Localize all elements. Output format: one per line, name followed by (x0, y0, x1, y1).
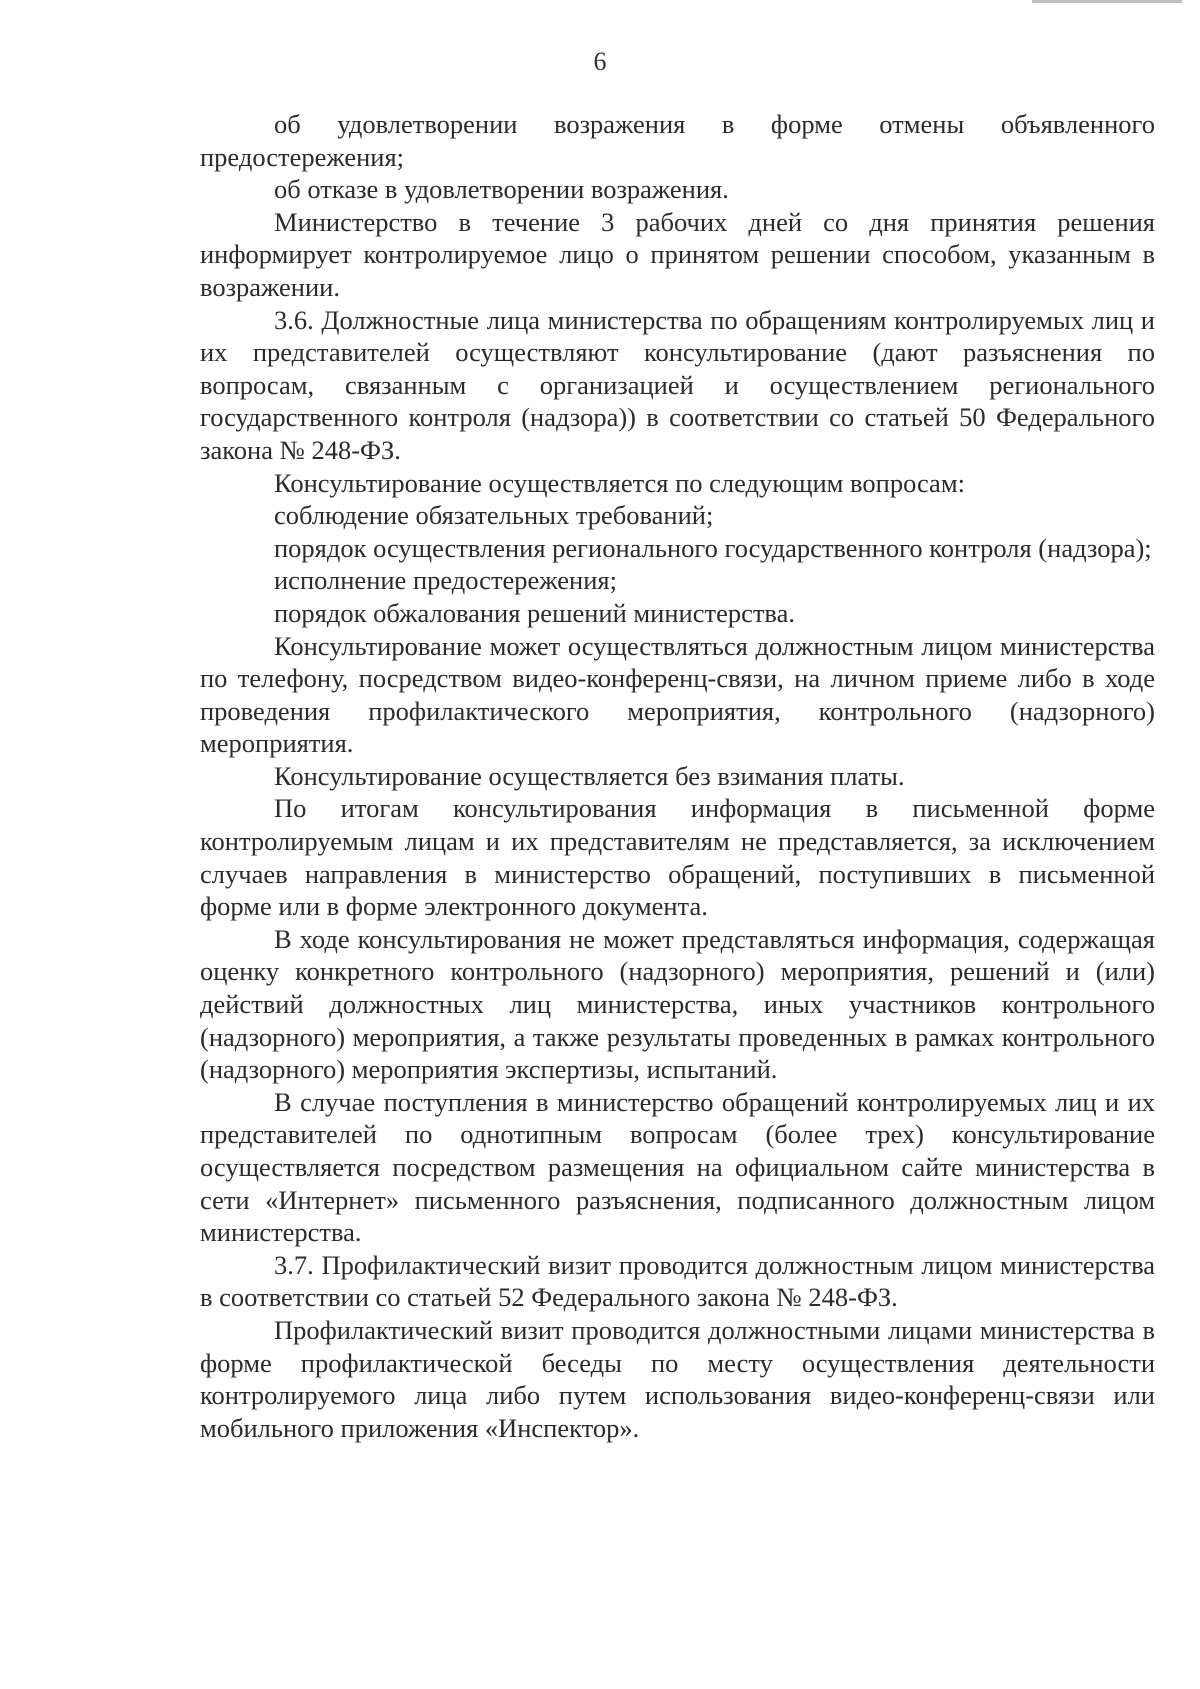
paragraph: 3.6. Должностные лица министерства по обращениям контролируемых лиц и их представителей осуществляют консультирование (дают разъяснения по вопросам, связанным с организацией и осуществлением регионального государственного контроля (надзора)) в соответствии со статьей 50 Федерального закона № 248-ФЗ. (200, 304, 1155, 465)
paragraph: об отказе в удовлетворении возражения. (274, 174, 729, 205)
paragraph: об удовлетворении возражения в форме отмены объявленного предостережения; (200, 109, 1155, 172)
document-body (200, 108, 1155, 1444)
paragraph: Консультирование осуществляется по следующим вопросам: (274, 467, 965, 498)
list-item: порядок осуществления регионального государственного контроля (надзора); (274, 532, 1152, 563)
paragraph: Профилактический визит проводится должностными лицами министерства в форме профилактической беседы по месту осуществления деятельности контролируемого лица либо путем использования видео-конференц-связи или мобильного приложения «Инспектор». (200, 1314, 1155, 1443)
list-item: исполнение предостережения; (274, 565, 617, 596)
paragraph: В случае поступления в министерство обращений контролируемых лиц и их представителей по однотипным вопросам (более трех) консультирование осуществляется посредством размещения на официальном сайте министерства в сети «Интернет» письменного разъяснения, подписанного должностным лицом министерства. (200, 1086, 1155, 1248)
paragraph: Министерство в течение 3 рабочих дней со дня принятия решения информирует контролируемое лицо о принятом решении способом, указанным в возражении. (200, 206, 1155, 302)
paragraph: 3.7. Профилактический визит проводится должностным лицом министерства в соответствии со статьей 52 Федерального закона № 248-ФЗ. (200, 1249, 1155, 1313)
paragraph: В ходе консультирования не может представляться информация, содержащая оценку конкретного контрольного (надзорного) мероприятия, решений и (или) действий должностных лиц министерства, иных участников контрольного (надзорного) мероприятия, а также результаты проведенных в рамках контрольного (надзорного) мероприятия экспертизы, испытаний. (200, 923, 1155, 1085)
paragraph: Консультирование может осуществляться должностным лицом министерства по телефону, посредством видео-конференц-связи, на личном приеме либо в ходе проведения профилактического мероприятия, контрольного (надзорного) мероприятия. (200, 630, 1155, 759)
paragraph: По итогам консультирования информация в письменной форме контролируемым лицам и их представителям не представляется, за исключением случаев направления в министерство обращений, поступивших в письменной форме или в форме электронного документа. (200, 793, 1155, 922)
page-number: 6 (593, 47, 607, 76)
scan-edge-mark (1032, 0, 1182, 3)
list-item: порядок обжалования решений министерства. (274, 597, 795, 628)
list-item: соблюдение обязательных требований; (274, 500, 714, 531)
paragraph: Консультирование осуществляется без взимания платы. (274, 760, 905, 791)
